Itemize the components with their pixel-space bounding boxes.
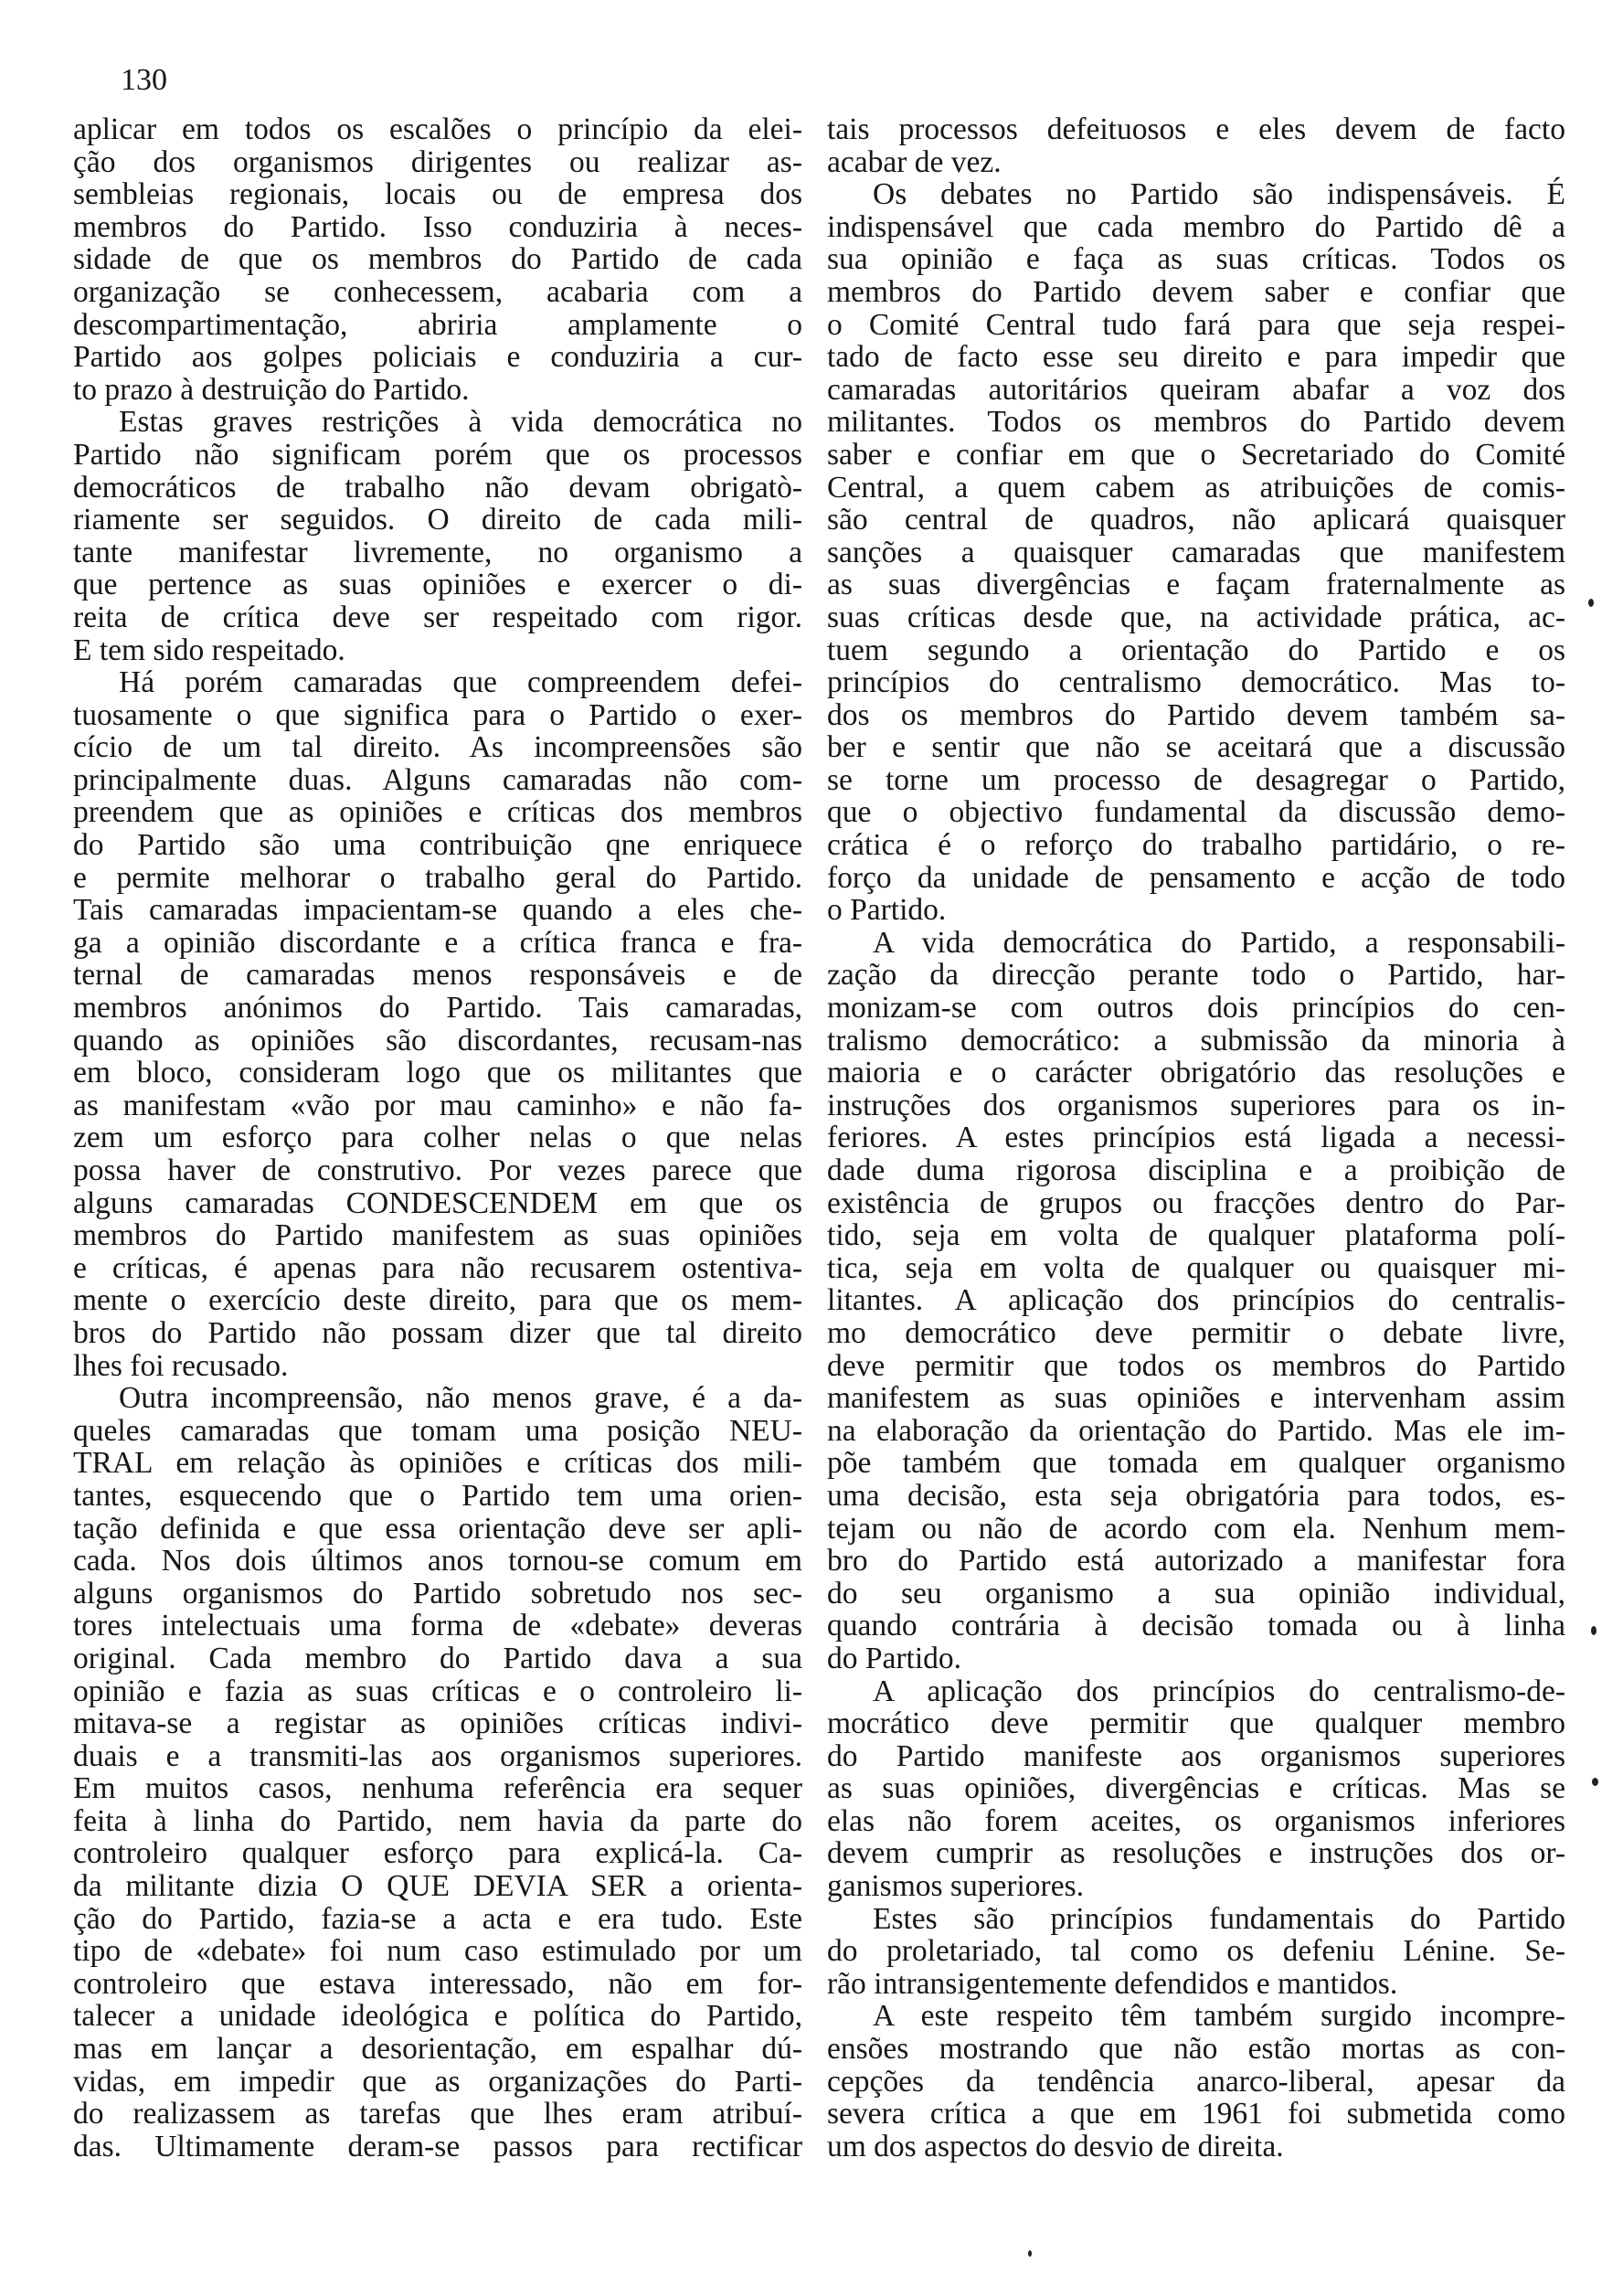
text-line: Estas graves restrições à vida democrática no — [119, 405, 802, 440]
text-line: camaradas autoritários queiram abafar a voz dos — [827, 372, 1565, 407]
text-line: tralismo democrático: a submissão da minoria à — [827, 1023, 1565, 1058]
text-line: duais e a transmiti-las aos organismos superiores. — [73, 1738, 802, 1773]
text-line: um dos aspectos do desvio de direita. — [827, 2129, 1284, 2163]
text-line: sanções a quaisquer camaradas que manifestem — [827, 535, 1565, 569]
text-line: cepções da tendência anarco-liberal, apesar da — [827, 2064, 1565, 2099]
text-line: membros anónimos do Partido. Tais camaradas, — [73, 991, 802, 1026]
text-line: feriores. A estes princípios está ligada a necessi- — [827, 1121, 1565, 1155]
text-line: feita à linha do Partido, nem havia da parte do — [73, 1803, 802, 1838]
text-line: suas críticas desde que, na actividade prática, ac- — [827, 600, 1565, 634]
text-line: tado de facto esse seu direito e para impedir que — [827, 340, 1565, 375]
scan-speck — [1592, 1778, 1598, 1786]
text-line: que o objectivo fundamental da discussão demo- — [827, 795, 1565, 830]
paragraph — [827, 113, 1565, 178]
text-line: possa haver de construtivo. Por vezes parece que — [73, 1153, 802, 1187]
text-line: que pertence as suas opiniões e exercer o di- — [73, 568, 802, 602]
text-line: tais processos defeituosos e eles devem de facto — [827, 112, 1565, 146]
text-line: existência de grupos ou fracções dentro do Par- — [827, 1185, 1565, 1220]
text-line: Central, a quem cabem as atribuições de comis- — [827, 470, 1565, 505]
text-line: TRAL em relação às opiniões e críticas dos mili- — [73, 1446, 802, 1481]
text-line: rão intransigentemente defendidos e mantidos. — [827, 1966, 1398, 2001]
text-line: maioria e o carácter obrigatório das resoluções e — [827, 1056, 1565, 1090]
text-line: tuosamente o que significa para o Partido o exer- — [73, 697, 802, 732]
text-line: Partido não significam porém que os processos — [73, 437, 802, 472]
text-line: se torne um processo de desagregar o Partido, — [827, 762, 1565, 797]
left-column — [73, 113, 802, 2163]
text-line: organização se conhecessem, acabaria com a — [73, 274, 802, 309]
text-line: indispensável que cada membro do Partido dê a — [827, 209, 1565, 244]
text-line: saber e confiar em que o Secretariado do Comité — [827, 437, 1565, 472]
text-line: Outra incompreensão, não menos grave, é a da- — [119, 1381, 802, 1416]
text-line: sua opinião e faça as suas críticas. Todos os — [827, 242, 1565, 277]
text-line: põe também que tomada em qualquer organismo — [827, 1446, 1565, 1481]
text-line: são central de quadros, não aplicará quaisquer — [827, 503, 1565, 537]
text-line: riamente ser seguidos. O direito de cada mili- — [73, 503, 802, 537]
text-line: tejam ou não de acordo com ela. Nenhum mem- — [827, 1511, 1565, 1546]
text-line: tores intelectuais uma forma de «debate» deveras — [73, 1609, 802, 1643]
text-line: mocrático deve permitir que qualquer membro — [827, 1706, 1565, 1741]
paragraph — [827, 927, 1565, 1675]
text-line: opinião e fazia as suas críticas e o controleiro li- — [73, 1674, 802, 1708]
text-line: vidas, em impedir que as organizações do Parti- — [73, 2064, 802, 2099]
text-line: mas em lançar a desorientação, em espalhar dú- — [73, 2032, 802, 2067]
text-line: as suas opiniões, divergências e críticas. Mas se — [827, 1771, 1565, 1806]
text-line: do seu organismo a sua opinião individual, — [827, 1576, 1565, 1610]
text-line: o Comité Central tudo fará para que seja respei- — [827, 307, 1565, 342]
text-line: devem cumprir as resoluções e instruções dos or- — [827, 1836, 1565, 1871]
text-line: reita de crítica deve ser respeitado com rigor. — [73, 600, 802, 634]
text-line: membros do Partido. Isso conduziria à neces- — [73, 209, 802, 244]
text-line: zem um esforço para colher nelas o que nelas — [73, 1121, 802, 1155]
text-line: Estes são princípios fundamentais do Partido — [873, 1901, 1565, 1936]
scan-speck — [1028, 2250, 1032, 2257]
text-line: ternal de camaradas menos responsáveis e de — [73, 958, 802, 993]
text-line: do realizassem as tarefas que lhes eram atribuí- — [73, 2097, 802, 2131]
scan-speck — [1588, 599, 1594, 607]
text-line: tação definida e que essa orientação deve ser apli- — [73, 1511, 802, 1546]
text-line: alguns organismos do Partido sobretudo nos sec- — [73, 1576, 802, 1610]
text-line: tantes, esquecendo que o Partido tem uma orien- — [73, 1478, 802, 1513]
text-line: aplicar em todos os escalões o princípio da elei- — [73, 112, 802, 146]
text-line: da militante dizia O QUE DEVIA SER a orienta- — [73, 1869, 802, 1904]
text-line: E tem sido respeitado. — [73, 632, 345, 667]
text-line: preendem que as opiniões e críticas dos membros — [73, 795, 802, 830]
text-line: e críticas, é apenas para não recusarem ostentiva- — [73, 1250, 802, 1285]
text-line: controleiro que estava interessado, não em for- — [73, 1966, 802, 2001]
text-line: dade duma rigorosa disciplina e a proibição de — [827, 1153, 1565, 1187]
text-line: as suas divergências e façam fraternalmente as — [827, 568, 1565, 602]
text-line: Em muitos casos, nenhuma referência era sequer — [73, 1771, 802, 1806]
text-line: quando contrária à decisão tomada ou à linha — [827, 1609, 1565, 1643]
text-line: as manifestam «vão por mau caminho» e não fa- — [73, 1088, 802, 1122]
text-line: mente o exercício deste direito, para que os mem- — [73, 1283, 802, 1318]
paragraph — [827, 178, 1565, 927]
text-line: membros do Partido manifestem as suas opiniões — [73, 1218, 802, 1253]
text-line: litantes. A aplicação dos princípios do centralis- — [827, 1283, 1565, 1318]
text-line: do Partido. — [827, 1641, 962, 1675]
text-line: tuem segundo a orientação do Partido e os — [827, 632, 1565, 667]
text-line: tante manifestar livremente, no organismo a — [73, 535, 802, 569]
text-line: cício de um tal direito. As incompreensões são — [73, 730, 802, 765]
text-line: na elaboração da orientação do Partido. Mas ele im- — [827, 1413, 1565, 1448]
text-line: A este respeito têm também surgido incompre- — [873, 1999, 1565, 2034]
text-line: ber e sentir que não se aceitará que a discussão — [827, 730, 1565, 765]
paragraph — [73, 666, 802, 1382]
text-line: talecer a unidade ideológica e política do Partido, — [73, 1999, 802, 2034]
text-line: manifestem as suas opiniões e intervenham assim — [827, 1381, 1565, 1416]
right-column — [827, 113, 1565, 2163]
text-line: ga a opinião discordante e a crítica franca e fra- — [73, 925, 802, 960]
page-number: 130 — [121, 63, 167, 97]
text-line: cada. Nos dois últimos anos tornou-se comum em — [73, 1544, 802, 1578]
text-line: ção do Partido, fazia-se a acta e era tudo. Este — [73, 1901, 802, 1936]
text-line: ganismos superiores. — [827, 1869, 1084, 1904]
text-line: das. Ultimamente deram-se passos para rectificar — [73, 2129, 802, 2163]
text-line: Partido aos golpes policiais e conduziria a cur- — [73, 340, 802, 375]
text-line: tipo de «debate» foi num caso estimulado por um — [73, 1934, 802, 1969]
text-line: elas não forem aceites, os organismos inferiores — [827, 1803, 1565, 1838]
text-line: tica, seja em volta de qualquer ou quaisquer mi- — [827, 1250, 1565, 1285]
text-line: democráticos de trabalho não devam obrigatò- — [73, 470, 802, 505]
text-line: sidade de que os membros do Partido de cada — [73, 242, 802, 277]
text-line: instruções dos organismos superiores para os in- — [827, 1088, 1565, 1122]
text-line: original. Cada membro do Partido dava a sua — [73, 1641, 802, 1675]
text-line: ção dos organismos dirigentes ou realizar as- — [73, 144, 802, 179]
text-line: to prazo à destruição do Partido. — [73, 372, 470, 407]
text-line: A aplicação dos princípios do centralismo-de- — [873, 1674, 1565, 1708]
text-line: tido, seja em volta de qualquer plataforma polí- — [827, 1218, 1565, 1253]
paragraph — [827, 1903, 1565, 2001]
text-line: mo democrático deve permitir o debate livre, — [827, 1315, 1565, 1350]
text-line: do Partido são uma contribuição qne enriquece — [73, 828, 802, 863]
scan-speck — [1591, 1626, 1596, 1635]
text-line: o Partido. — [827, 893, 947, 928]
text-line: Tais camaradas impacientam-se quando a eles che- — [73, 893, 802, 928]
text-line: mitava-se a registar as opiniões críticas indivi- — [73, 1706, 802, 1741]
paragraph — [73, 406, 802, 666]
text-line: militantes. Todos os membros do Partido devem — [827, 405, 1565, 440]
text-line: deve permitir que todos os membros do Partido — [827, 1348, 1565, 1383]
text-line: quando as opiniões são discordantes, recusam-nas — [73, 1023, 802, 1058]
text-line: ensões mostrando que não estão mortas as con- — [827, 2032, 1565, 2067]
text-line: A vida democrática do Partido, a responsabili- — [873, 925, 1565, 960]
text-line: principalmente duas. Alguns camaradas não com- — [73, 762, 802, 797]
text-line: do proletariado, tal como os defeniu Lénine. Se- — [827, 1934, 1565, 1969]
text-line: em bloco, consideram logo que os militantes que — [73, 1056, 802, 1090]
text-line: acabar de vez. — [827, 144, 1002, 179]
text-line: e permite melhorar o trabalho geral do Partido. — [73, 860, 802, 895]
text-line: crática é o reforço do trabalho partidário, o re- — [827, 828, 1565, 863]
paragraph — [73, 1382, 802, 2163]
text-line: Há porém camaradas que compreendem defei- — [119, 665, 802, 700]
text-line: bros do Partido não possam dizer que tal direito — [73, 1315, 802, 1350]
text-line: uma decisão, esta seja obrigatória para todos, es- — [827, 1478, 1565, 1513]
text-line: Os debates no Partido são indispensáveis. É — [873, 177, 1565, 212]
text-line: forço da unidade de pensamento e acção de todo — [827, 860, 1565, 895]
text-line: descompartimentação, abriria amplamente o — [73, 307, 802, 342]
text-line: alguns camaradas CONDESCENDEM em que os — [73, 1185, 802, 1220]
text-line: severa crítica a que em 1961 foi submetida como — [827, 2097, 1565, 2131]
paragraph — [73, 113, 802, 406]
text-line: lhes foi recusado. — [73, 1348, 289, 1383]
text-line: monizam-se com outros dois princípios do cen- — [827, 991, 1565, 1026]
paragraph — [827, 1675, 1565, 1903]
text-line: queles camaradas que tomam uma posição NEU- — [73, 1413, 802, 1448]
text-line: do Partido manifeste aos organismos superiores — [827, 1738, 1565, 1773]
text-line: controleiro qualquer esforço para explicá-la. Ca- — [73, 1836, 802, 1871]
text-line: bro do Partido está autorizado a manifestar fora — [827, 1544, 1565, 1578]
text-line: sembleias regionais, locais ou de empresa dos — [73, 177, 802, 212]
text-line: zação da direcção perante todo o Partido, har- — [827, 958, 1565, 993]
text-line: princípios do centralismo democrático. Mas to- — [827, 665, 1565, 700]
text-line: membros do Partido devem saber e confiar que — [827, 274, 1565, 309]
paragraph — [827, 2000, 1565, 2163]
text-line: dos os membros do Partido devem também sa- — [827, 697, 1565, 732]
